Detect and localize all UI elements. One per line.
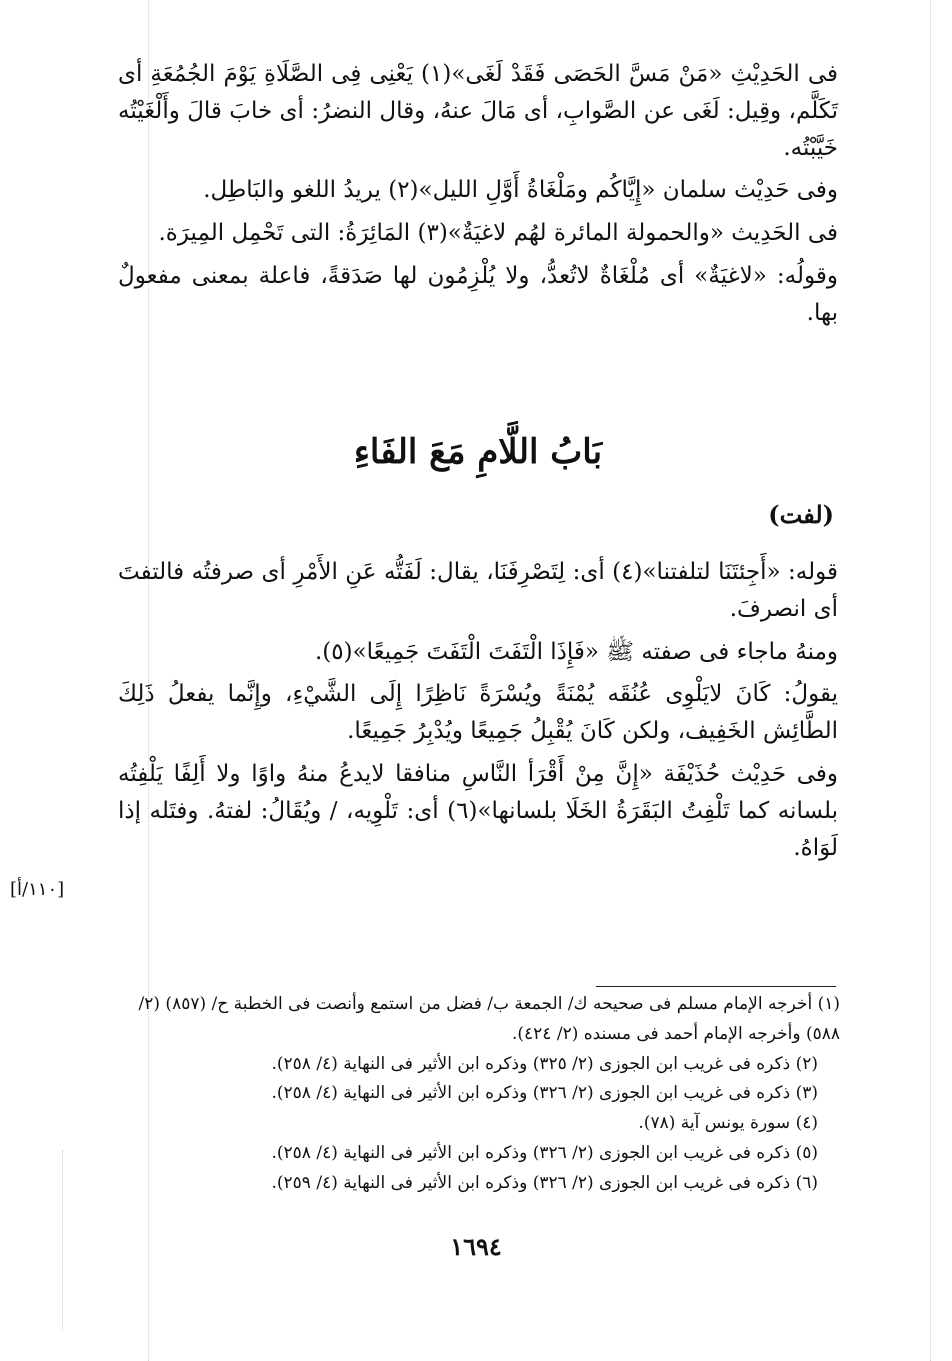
footnotes [118, 990, 840, 1198]
page-number: ١٦٩٤ [450, 1232, 502, 1261]
paragraph: فى الحَدِيْثِ «مَنْ مَسَّ الحَصَى فَقَدْ لَغَى»(١) يَعْنِى فِى الصَّلَاةِ يَوْمَ الجُمُعَةِ أى تَكَلَّم، وقِيل: لَغَى عن الصَّوابِ، أى مَالَ عنهُ، وقال النضرُ: أى خابَ قالَ وأَلْغَيْتُه خَيَّبْتُه. [118, 61, 838, 161]
paragraph: يقولُ: كَانَ لايَلْوِى عُنُقَه يُمْنَةً ويُسْرَةً نَاظِرًا إِلَى الشَّيْءِ، وإِنَّما يفعلُ ذَلِكَ الطَّائِش الخَفِيف، ولكن كَانَ يُقْبِلُ جَمِيعًا ويُدْبِرُ جَمِيعًا. [118, 681, 838, 745]
main-text-bottom [118, 554, 838, 866]
paragraph: فى الحَدِيث «والحمولة المائرة لهُم لاغيَةٌ»(٣) المَائِرَةُ: التى تَحْمِل المِيرَة. [158, 220, 838, 247]
footnote: (٥) ذكره فى غريب ابن الجوزى (٢/ ٣٢٦) وذكره ابن الأثير فى النهاية (٤/ ٢٥٨). [271, 1142, 818, 1163]
footnote: (٦) ذكره فى غريب ابن الجوزى (٢/ ٣٢٦) وذكره ابن الأثير فى النهاية (٤/ ٢٥٩). [271, 1172, 818, 1193]
paragraph: وفى حَدِيْث سلمان «إِيَّاكُم ومَلْغَاةُ أَوَّلِ الليل»(٢) يريدُ اللغو والبَاطِل. [203, 177, 838, 204]
paragraph: قوله: «أَجِئتَنَا لتلفتنا»(٤) أى: لِتَصْرِفَنَا، يقال: لَفَتُّه عَنِ الأَمْرِ أى صرفتُه فالتفتَ أى انصرفَ. [118, 559, 838, 622]
paragraph: ومنهُ ماجاء فى صفته ﷺ «فَإِذَا الْتَفَتَ الْتَفَتَ جَمِيعًا»(٥). [314, 638, 838, 665]
main-text-top [118, 56, 838, 332]
root-word-heading: (لفت) [768, 500, 834, 529]
footnote: (٣) ذكره فى غريب ابن الجوزى (٢/ ٣٢٦) وذكره ابن الأثير فى النهاية (٤/ ٢٥٨). [271, 1083, 818, 1104]
paragraph: وفى حَدِيْث حُذَيْفَة «إِنَّ مِنْ أَقْرَأ النَّاسِ منافقا لايدعُ منهُ واوًا ولا أَلِفًا يَلْفِتُه بلسانه كما تَلْفِتُ البَقَرَةُ الخَلَا بلسانها»(٦) أى: تَلْوِيه، / ويُقَالُ: لفتهُ. وفتَله إذا لَوَاهُ. [118, 760, 838, 861]
chapter-heading: بَابُ اللَّامِ مَعَ الفَاءِ [353, 432, 603, 472]
scan-artifact-line [930, 0, 931, 1361]
footnote: (٤) سورة يونس آية (٧٨). [638, 1113, 818, 1133]
footnote-divider [596, 986, 836, 987]
footnote: (٢) ذكره فى غريب ابن الجوزى (٢/ ٣٢٥) وذكره ابن الأثير فى النهاية (٤/ ٢٥٨). [271, 1053, 818, 1074]
folio-margin-note: [١١٠/أ] [10, 879, 65, 900]
paragraph: وقولُه: «لاغيَةٌ» أى مُلْغَاةٌ لاتُعدُّ، ولا يُلْزِمُون لها صَدَقةً، فاعلة بمعنى مفعولٌ بها. [118, 262, 838, 326]
footnote: (١) أخرجه الإمام مسلم فى صحيحه ك/ الجمعة ب/ فضل من استمع وأنصت فى الخطبة ح/ (٨٥٧) (٢/ ٥٨٨) وأخرجه الإمام أحمد فى مسنده (٢/ ٤٢٤). [138, 994, 840, 1044]
